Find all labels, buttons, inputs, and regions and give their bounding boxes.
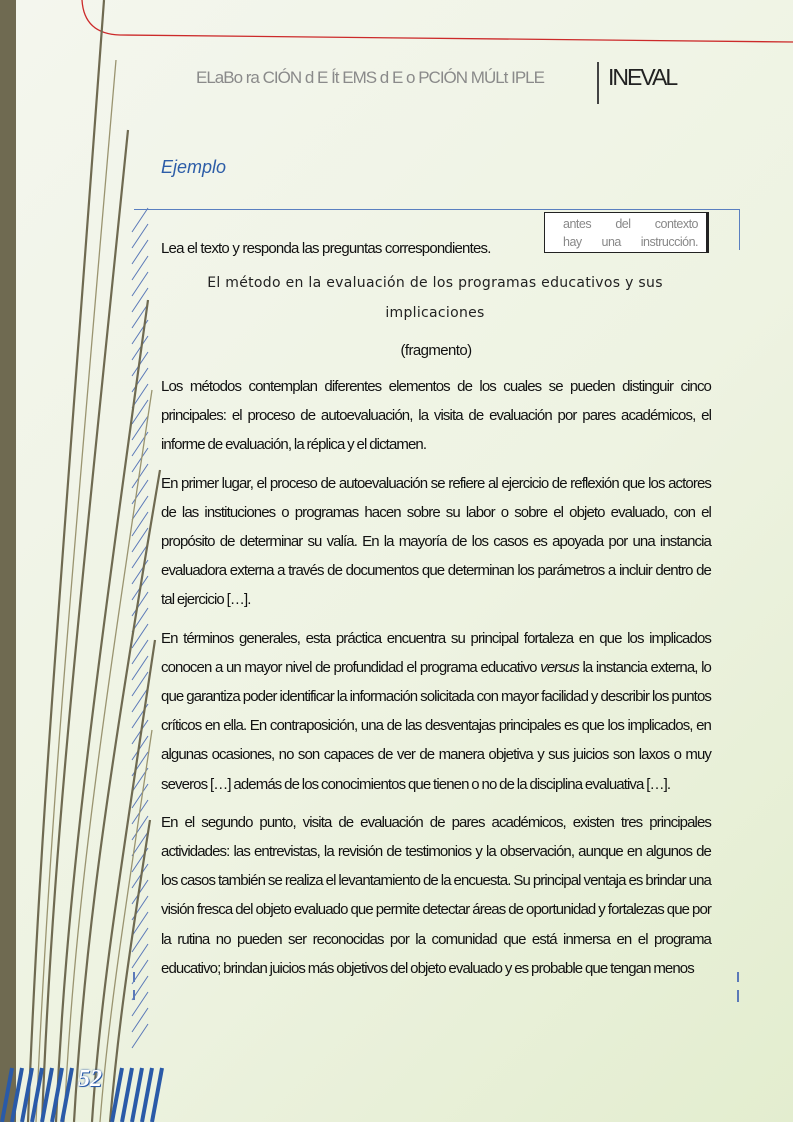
paragraph-3-emphasis: versus [540,658,579,676]
document-title: El método en la evaluación de los programas educativos y sus implicaciones [207,275,663,321]
document-body [161,372,711,992]
paragraph-3-part-b: la instancia externa, lo que garantiza poder identificar la información solicitada con mayor facilidad y describir los puntos críticos en ella. En contraposición, una de las desventajas principales es que los implicados, en algunas ocasiones, no son capaces de ver de manera objetiva y sus juicios son laxos o muy severos […] además de los conocimientos que tienen o no de la disciplina evaluativa […]. [161,658,711,793]
document-subtitle: (fragmento) [400,342,472,359]
header-separator [597,62,599,104]
paragraph-3-part-a: En términos generales, esta práctica encuentra su principal fortaleza en que los implicados conocen a un mayor nivel de profundidad el programa educativo [161,629,711,676]
frame-top-line [134,209,740,210]
paragraph-2: En primer lugar, el proceso de autoevaluación se refiere al ejercicio de reflexión que los actores de las instituciones o programas hacen sobre su labor o sobre el objeto evaluado, con el propósito de determinar su valía. En la mayoría de los casos es apoyada por una instancia evaluadora externa a través de documentos que determinan los parámetros a incluir dentro de tal ejercicio […]. [161,474,711,609]
grass-strands [28,0,160,1122]
header-red-curve [82,0,793,42]
page-number: 52 [78,1066,102,1092]
header-title: ELaBo ra CIÓN d E Ít EMS d E o PCIÓN MÚLt IPLE [196,68,544,87]
instruction-text: Lea el texto y responda las preguntas correspondientes. [161,240,491,257]
note-line-1: antes del contexto [563,217,698,231]
ineval-logo: INEVAL [608,64,677,90]
note-line-2: hay una instrucción. [563,235,698,249]
paragraph-3 [161,624,711,799]
paragraph-4: En el segundo punto, visita de evaluación de pares académicos, existen tres principales actividades: las entrevistas, la revisión de testimonios y la observación, aunque en algunos de los casos también se realiza el levantamiento de la encuesta. Su principal ventaja es brindar una visión fresca del objeto evaluado que permite detectar áreas de oportunidad y fortalezas que por la rutina no pueden ser reconocidas por la comunidad que está inmersa en el programa educativo; brindan juicios más objetivos del objeto evaluado y es probable que tengan menos [161,813,711,977]
grass-strands-light [36,60,152,1122]
frame-right-line [739,209,740,250]
section-label: Ejemplo [161,157,227,177]
annotation-note [544,212,709,253]
paragraph-1: Los métodos contemplan diferentes elementos de los cuales se pueden distinguir cinco principales: el proceso de autoevaluación, la visita de evaluación por pares académicos, el informe de evaluación, la réplica y el dictamen. [161,378,711,454]
